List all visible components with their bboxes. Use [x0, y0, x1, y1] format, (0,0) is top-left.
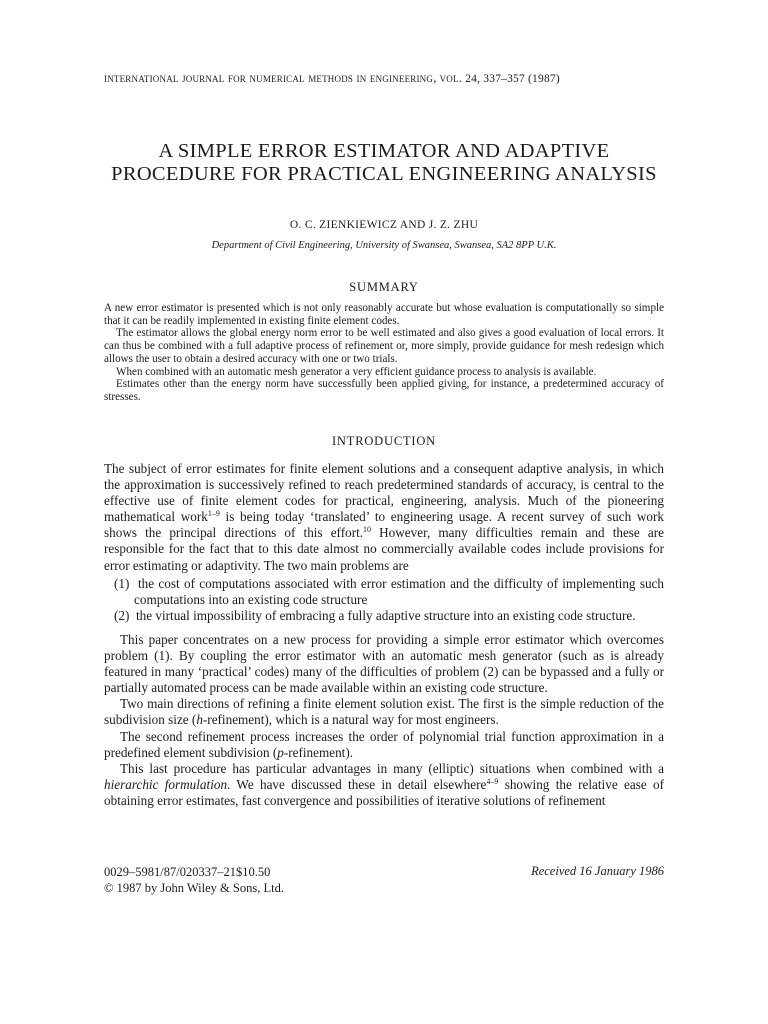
- intro-paragraph-4: The second refinement process increases the order of polynomial trial function approximation in a predefined element subdivision (p-refinement).: [104, 728, 664, 760]
- copyright-line: © 1987 by John Wiley & Sons, Ltd.: [104, 881, 284, 895]
- summary-heading: SUMMARY: [349, 280, 419, 294]
- problem-list: [104, 576, 664, 624]
- title-line-1: A SIMPLE ERROR ESTIMATOR AND ADAPTIVE: [158, 140, 610, 162]
- paper-title: [104, 140, 664, 186]
- affiliation: Department of Civil Engineering, University of Swansea, Swansea, SA2 8PP U.K.: [211, 240, 557, 251]
- page-range: 337–357: [483, 73, 525, 85]
- summary-paragraph: A new error estimator is presented which is not only reasonably accurate but whose evaluation is computationally so simple that it can be readily implemented in existing finite element codes.: [104, 302, 664, 327]
- summary-abstract: [104, 302, 664, 404]
- intro-paragraph-2: This paper concentrates on a new process for providing a simple error estimator which overcomes problem (1). By coupling the error estimator with an automatic mesh generator (such as is already featured in many ‘practical’ codes) many of the difficulties of problem (2) can be bypassed and a fully or partially automated process can be made available within an existing code structure.: [104, 631, 664, 696]
- list-number: (2): [114, 607, 130, 623]
- intro-paragraph-3: Two main directions of refining a finite element solution exist. The first is the simple reduction of the subdivision size (h-refinement), which is a natural way for most engineers.: [104, 696, 664, 728]
- summary-paragraph: The estimator allows the global energy norm error to be well estimated and also gives a good evaluation of local errors. It can thus be combined with a full adaptive process of refinement or, more simply, provide guidance for mesh redesign which allows the user to obtain a desired accuracy with one or two trials.: [104, 327, 664, 365]
- introduction-body: [104, 461, 664, 809]
- title-line-2: PROCEDURE FOR PRACTICAL ENGINEERING ANALYSIS: [111, 163, 657, 185]
- publication-year: (1987): [528, 73, 560, 85]
- summary-paragraph: Estimates other than the energy norm have successfully been applied giving, for instance, a predetermined accuracy of stresses.: [104, 378, 664, 403]
- journal-name: international journal for numerical methods in engineering,: [104, 70, 437, 85]
- footer-codes: [104, 864, 284, 896]
- list-item: [104, 608, 664, 624]
- citation: 1–9: [207, 509, 220, 519]
- introduction-heading: INTRODUCTION: [331, 434, 437, 448]
- received-date: Received 16 January 1986: [531, 864, 664, 878]
- intro-paragraph-5: This last procedure has particular advantages in many (elliptic) situations when combined with a hierarchic formulation. We have discussed these in detail elsewhere$^{4-9}$ showing the relative ease of obtaining error estimates, fast convergence and possibilities of iterative solutions of refinement: [104, 760, 664, 808]
- citation: 10: [363, 525, 372, 535]
- authors: O. C. ZIENKIEWICZ AND J. Z. ZHU: [289, 219, 479, 231]
- running-head: [104, 70, 664, 86]
- volume-label: vol.: [439, 70, 463, 85]
- list-text: the virtual impossibility of embracing a fully adaptive structure into an existing code structure.: [135, 607, 636, 623]
- summary-paragraph: When combined with an automatic mesh generator a very efficient guidance process to analysis is available.: [116, 365, 597, 378]
- list-text: the cost of computations associated with error estimation and the difficulty of implementing such computations into an existing code structure: [134, 575, 665, 607]
- publication-code: 0029–5981/87/020337–21$10.50: [104, 865, 271, 879]
- citation: 4–9: [486, 776, 499, 786]
- list-item: [104, 576, 664, 608]
- list-number: (1): [114, 575, 130, 591]
- intro-paragraph-1: The subject of error estimates for finite element solutions and a consequent adaptive analysis, in which the approximation is successively refined to reach predetermined standards of accuracy, is central to the effective use of finite element codes for practical, engineering, analysis. Much of the pioneering mathematical work$^{1-9}$ is being today ‘translated’ to engineering usage. A recent survey of such work shows the principal directions of this effort.$^{10}$ However, many difficulties remain and these are responsible for the fact that to this date almost no commercially available codes include provisions for error estimating or adaptivity. The two main problems are: [104, 461, 665, 573]
- volume-number: 24,: [465, 73, 481, 85]
